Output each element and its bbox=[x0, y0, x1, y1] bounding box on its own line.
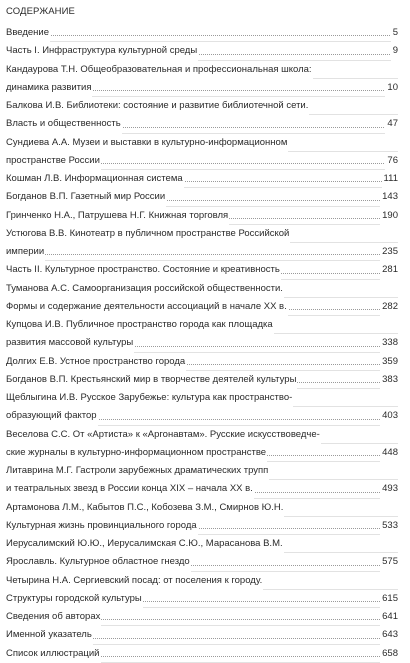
toc-page-number: 9 bbox=[391, 42, 398, 60]
toc-entry bbox=[6, 371, 398, 389]
toc-entry-text: Богданов В.П. Крестьянский мир в творчестве деятелей культуры bbox=[6, 371, 297, 389]
toc-entry-text: Устюгова В.В. Кинотеатр в публичном пространстве Российской bbox=[6, 225, 290, 243]
toc-entry-text: Власть и общественность bbox=[6, 115, 122, 133]
toc-entry bbox=[6, 188, 398, 206]
toc-entry-text: Именной указатель bbox=[6, 626, 93, 644]
toc-entry bbox=[6, 535, 398, 553]
toc-entry-text: Кандаурова Т.Н. Общеобразовательная и профессиональная школа: bbox=[6, 61, 313, 79]
toc-entry bbox=[6, 626, 398, 644]
toc-entry bbox=[6, 298, 398, 316]
toc-page-number: 643 bbox=[380, 626, 398, 644]
toc-entry bbox=[6, 353, 398, 371]
toc-entry bbox=[6, 407, 398, 425]
toc-entry-text: Артамонова Л.М., Кабытов П.С., Кобозева З.М., Смирнов Ю.Н. bbox=[6, 499, 284, 517]
toc-page-number: 76 bbox=[385, 152, 398, 170]
toc-entry-text: Сундиева А.А. Музеи и выставки в культурно-информационном bbox=[6, 134, 288, 152]
toc-page-number: 658 bbox=[380, 645, 398, 663]
page-title: СОДЕРЖАНИЕ bbox=[6, 6, 75, 17]
toc-page-number: 281 bbox=[380, 261, 398, 279]
toc-page-number: 143 bbox=[380, 188, 398, 206]
toc-page-number: 641 bbox=[380, 608, 398, 626]
toc-page-number: 5 bbox=[391, 24, 398, 42]
toc-entry-text: Список иллюстраций bbox=[6, 645, 101, 663]
toc-entry-text: Введение bbox=[6, 24, 50, 42]
toc-page-number: 47 bbox=[385, 115, 398, 133]
toc-page-number: 403 bbox=[380, 407, 398, 425]
toc-entry bbox=[6, 97, 398, 115]
toc-entry bbox=[6, 572, 398, 590]
toc-entry-text: Долгих Е.В. Устное пространство города bbox=[6, 353, 186, 371]
dot-leader bbox=[6, 254, 398, 255]
toc-entry bbox=[6, 316, 398, 334]
table-of-contents bbox=[6, 24, 398, 663]
toc-entry bbox=[6, 207, 398, 225]
toc-entry bbox=[6, 462, 398, 480]
toc-entry bbox=[6, 334, 398, 352]
toc-page-number: 282 bbox=[380, 298, 398, 316]
toc-entry bbox=[6, 553, 398, 571]
toc-entry bbox=[6, 134, 398, 152]
toc-entry-text: Культурная жизнь провинциального города bbox=[6, 517, 198, 535]
toc-entry-text: Веселова С.С. От «Артиста» к «Аргонавтам». Русские искусствоведче- bbox=[6, 426, 321, 444]
toc-entry-text: развития массовой культуры bbox=[6, 334, 134, 352]
toc-entry-text: динамика развития bbox=[6, 79, 92, 97]
toc-entry bbox=[6, 517, 398, 535]
toc-entry-text: Гринченко Н.А., Патрушева Н.Г. Книжная торговля bbox=[6, 207, 229, 225]
toc-entry-text: Структуры городской культуры bbox=[6, 590, 143, 608]
toc-entry bbox=[6, 645, 398, 663]
toc-entry-text: образующий фактор bbox=[6, 407, 98, 425]
toc-entry bbox=[6, 389, 398, 407]
toc-page-number: 190 bbox=[380, 207, 398, 225]
toc-page-number: 615 bbox=[380, 590, 398, 608]
toc-page-number: 533 bbox=[380, 517, 398, 535]
toc-entry bbox=[6, 590, 398, 608]
toc-entry-text: Часть I. Инфраструктура культурной среды bbox=[6, 42, 198, 60]
toc-entry-text: Туманова А.С. Самоорганизация российской общественности. bbox=[6, 280, 284, 298]
toc-entry bbox=[6, 225, 398, 243]
toc-entry bbox=[6, 115, 398, 133]
toc-entry-text: Сведения об авторах bbox=[6, 608, 101, 626]
toc-entry-text: и театральных звезд в России конца XIX – начала XX в. bbox=[6, 480, 254, 498]
toc-entry-text: Балкова И.В. Библиотеки: состояние и развитие библиотечной сети. bbox=[6, 97, 309, 115]
dot-leader bbox=[6, 35, 398, 36]
toc-entry-text: пространстве России bbox=[6, 152, 101, 170]
toc-page-number: 338 bbox=[380, 334, 398, 352]
toc-entry-text: Кошман Л.В. Информационная система bbox=[6, 170, 184, 188]
toc-entry-text: Часть II. Культурное пространство. Состояние и креативность bbox=[6, 261, 281, 279]
toc-page-number: 383 bbox=[380, 371, 398, 389]
toc-entry bbox=[6, 426, 398, 444]
toc-entry bbox=[6, 24, 398, 42]
toc-entry bbox=[6, 280, 398, 298]
toc-entry-text: Ярославль. Культурное областное гнездо bbox=[6, 553, 191, 571]
toc-page-number: 575 bbox=[380, 553, 398, 571]
toc-entry bbox=[6, 243, 398, 261]
toc-entry bbox=[6, 480, 398, 498]
toc-entry bbox=[6, 61, 398, 79]
toc-entry bbox=[6, 79, 398, 97]
toc-page-number: 448 bbox=[380, 444, 398, 462]
toc-entry-text: Иерусалимский Ю.Ю., Иерусалимская С.Ю., Марасанова В.М. bbox=[6, 535, 284, 553]
toc-entry-text: империи bbox=[6, 243, 45, 261]
toc-entry bbox=[6, 608, 398, 626]
toc-entry-text: Литаврина М.Г. Гастроли зарубежных драматических трупп bbox=[6, 462, 269, 480]
toc-page-number: 10 bbox=[385, 79, 398, 97]
toc-page-number: 111 bbox=[382, 170, 398, 188]
toc-entry bbox=[6, 170, 398, 188]
toc-entry bbox=[6, 261, 398, 279]
toc-entry bbox=[6, 499, 398, 517]
toc-entry bbox=[6, 444, 398, 462]
toc-entry-text: Формы и содержание деятельности ассоциаций в начале XX в. bbox=[6, 298, 288, 316]
toc-entry bbox=[6, 152, 398, 170]
toc-entry-text: Щеблыгина И.В. Русское Зарубежье: культура как пространство- bbox=[6, 389, 293, 407]
toc-entry bbox=[6, 42, 398, 60]
toc-entry-text: Купцова И.В. Публичное пространство города как площадка bbox=[6, 316, 274, 334]
toc-entry-text: ские журналы в культурно-информационном пространстве bbox=[6, 444, 267, 462]
toc-entry-text: Богданов В.П. Газетный мир России bbox=[6, 188, 166, 206]
toc-page-number: 359 bbox=[380, 353, 398, 371]
toc-page-number: 235 bbox=[380, 243, 398, 261]
toc-page-number: 493 bbox=[380, 480, 398, 498]
toc-entry-text: Четырина Н.А. Сергиевский посад: от поселения к городу. bbox=[6, 572, 263, 590]
